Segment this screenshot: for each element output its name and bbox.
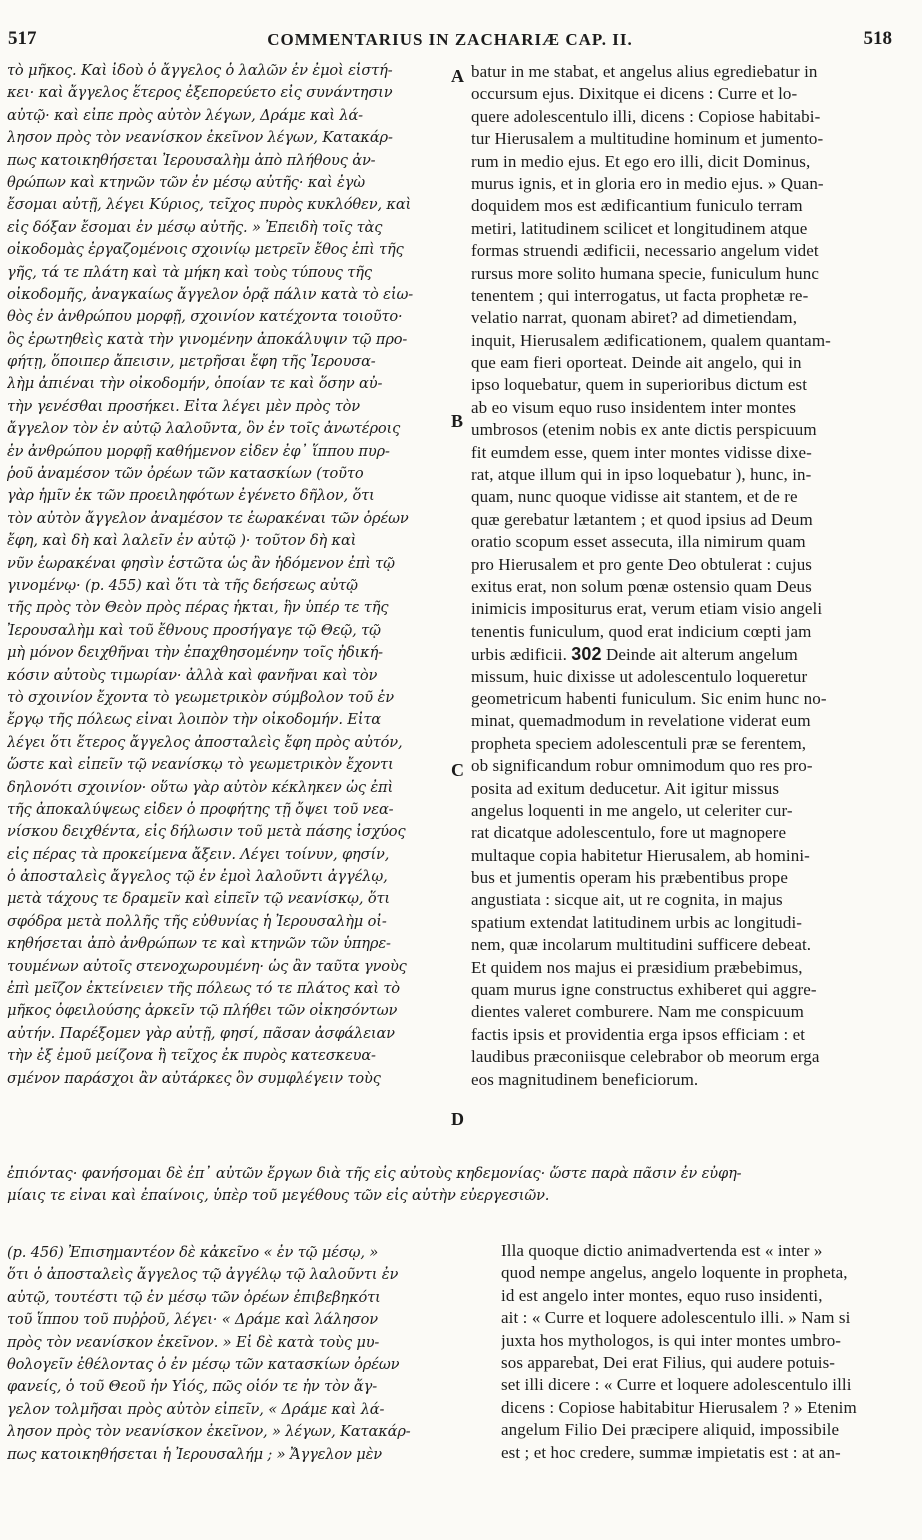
page-number-right: 518: [863, 28, 892, 49]
text-line: spatium extendat latitudinem urbis ac longitudi-: [471, 912, 803, 932]
text-line: ait : « Curre et loquere adolescentulo illi. » Nam si: [501, 1308, 851, 1328]
text-line: φήτῃ, ὅποιπερ ἄπεισιν, μετρῆσαι ἔφη τῆς Ἰερουσα-: [7, 353, 376, 371]
text-line: πως κατοικηθήσεται ἡ Ἰερουσαλήμ ; » Ἄγγελον μὲν: [7, 1445, 383, 1463]
text-line: ὃς ἐρωτηθεὶς κατὰ τὴν γινομένην ἀποκάλυψιν τῷ προ-: [7, 330, 408, 348]
text-line: πως κατοικηθήσεται Ἰερουσαλὴμ ἀπὸ πλήθους ἀν-: [7, 151, 376, 169]
text-line: angelus loquenti in me angelo, ut celeriter cur-: [471, 800, 793, 820]
text-line: ἐπὶ μεῖζον ἐκτείνειεν τῆς πόλεως τό τε πλάτος καὶ τὸ: [7, 980, 400, 998]
text-line: αὐτῷ· καὶ εἶπε πρὸς αὐτὸν λέγων, Δράμε καὶ λά-: [7, 106, 363, 124]
text-line: μετὰ τάχους τε δραμεῖν καὶ εἰπεῖν τῷ νεανίσκῳ, ὅτι: [7, 890, 390, 908]
text-line: λησον πρὸς τὸν νεανίσκον ἐκεῖνον λέγων, Κατακάρ-: [7, 129, 393, 147]
text-line: ὥστε καὶ εἰπεῖν τῷ νεανίσκῳ τὸ γεωμετρικὸν ἔχοντι: [7, 756, 394, 774]
text-line: κηθήσεται ἀπὸ ἀνθρώπων τε καὶ κτηνῶν τῶν ὑπηρε-: [7, 935, 391, 953]
text-line: ἐν ἀνθρώπου μορφῇ καθήμενον εἶδεν ἐφ᾽ ἵππου πυρ-: [7, 442, 390, 460]
text-line: ἐπιόντας· φανήσομαι δὲ ἐπ᾽ αὐτῶν ἔργων διὰ τῆς εἰς αὐτοὺς κηδεμονίας· ὥστε παρὰ πᾶσιν ἐν εὐφη-: [7, 1165, 742, 1182]
text-line: μὴ μόνον δειχθῆναι τὴν ἐπαχθησομένην τοῖς ἠδική-: [7, 644, 383, 662]
text-line: occursum ejus. Dixitque ei dicens : Curre et lo-: [471, 84, 798, 104]
text-line: μῆκος ὀφειλούσης ἀρκεῖν τῷ πλήθει τῶν οἰκησόντων: [7, 1002, 398, 1020]
text-line: juxta hos mythologos, is qui inter montes umbro-: [501, 1330, 842, 1350]
text-line: εἰς πέρας τὰ προκείμενα ἄξειν. Λέγει τοίνυν, φησίν,: [7, 845, 390, 863]
text-line: γὰρ ἡμῖν ἐκ τῶν προειληφότων ἐγένετο δῆλον, ὅτι: [7, 487, 375, 505]
text-line: σφόδρα μετὰ πολλῆς τῆς εὐθυνίας ἡ Ἰερουσαλὴμ οἰ-: [7, 912, 387, 930]
text-line: bus et jumentis operam his præbentibus prope: [471, 868, 788, 888]
text-line: exitus erat, non solum pœnæ ostensio quam Deus: [471, 576, 812, 596]
text-line: αὐτῷ, τουτέστι τῷ ἐν μέσῳ τῶν ὀρέων ἐπιβεβηκότι: [7, 1288, 381, 1306]
text-line: Illa quoque dictio animadvertenda est « inter »: [501, 1241, 823, 1260]
text-line: formas struendi ædificii, necessario angelum videt: [471, 241, 819, 261]
text-line: τὴν γενέσθαι προσήκει. Εἶτα λέγει μὲν πρὸς τὸν: [7, 397, 360, 415]
text-line: τὸ μῆκος. Καὶ ἰδοὺ ὁ ἄγγελος ὁ λαλῶν ἐν ἐμοὶ εἱστή-: [7, 62, 393, 79]
text-line: eos magnitudinem beneficiorum.: [471, 1069, 699, 1089]
text-line: κόσιν αὐτοὺς τιμωρίαν· ἀλλὰ καὶ φανῆναι καὶ τὸν: [7, 666, 378, 684]
text-line: ῥοῦ ἀναμέσον τῶν ὀρέων τῶν κατασκίων (τοῦτο: [7, 465, 364, 483]
text-line: τῆς πρὸς τὸν Θεὸν πρὸς πέρας ἧκται, ἣν ὑπέρ τε τῆς: [7, 599, 389, 617]
text-line: metiri, latitudinem scilicet et longitudinem atque: [471, 218, 808, 238]
text-line: θολογεῖν ἐθέλοντας ὁ ἐν μέσῳ τῶν κατασκίων ὀρέων: [7, 1355, 400, 1373]
text-line: λησον πρὸς τὸν νεανίσκον ἐκεῖνον, » λέγων, Κατακάρ-: [7, 1423, 411, 1441]
text-line: δηλονότι σχοινίον· οὕτω γὰρ αὐτὸν κέκληκεν ὡς ἐπὶ: [7, 778, 394, 796]
text-line: νῦν ἑωρακέναι φησὶν ἑστῶτα ὡς ἂν ἡδόμενον ἐπὶ τῷ: [7, 554, 395, 572]
text-line: angustiata : sicque ait, ut re cognita, in majus: [471, 890, 783, 910]
text-line: tenentis funiculum, quod erat indicium cœpti jam: [471, 621, 812, 641]
text-line: τοῦ ἵππου τοῦ πυῤῥοῦ, λέγει· « Δράμε καὶ λάλησον: [7, 1311, 378, 1329]
text-line: tur Hierusalem a multitudine hominum et jumento-: [471, 129, 824, 149]
margin-marker-d: D: [451, 1109, 464, 1129]
latin-column-bottom: [501, 1241, 891, 1465]
text-line: propheta speciem adolescentuli præ se ferentem,: [471, 733, 807, 753]
text-line: geometricum habenti funiculum. Sic enim hunc no-: [471, 688, 827, 708]
latin-column-top: [471, 62, 891, 1092]
margin-marker-b: B: [451, 411, 464, 431]
text-line: τὸν αὐτὸν ἄγγελον ἀναμέσον τε ἑωρακέναι τῶν ὀρέων: [7, 509, 409, 527]
section-number: 302: [571, 644, 602, 665]
text-line: τουμένων αὐτοῖς στενοχωρουμένη· ὡς ἂν ταῦτα γνοὺς: [7, 957, 407, 975]
text-line: rat dicatque adolescentulo, fore ut magnopere: [471, 823, 787, 843]
text-line: φανείς, ὁ τοῦ Θεοῦ ἦν Υἱός, πῶς οἷόν τε ἦν τὸν ἄγ-: [7, 1378, 377, 1396]
text-line: λέγει ὅτι ἕτερος ἄγγελος ἀποσταλεὶς ἔφη πρὸς αὐτόν,: [7, 733, 403, 751]
text-line: λὴμ ἀπιέναι τὴν οἰκοδομήν, ὁποίαν τε καὶ ὅσην αὐ-: [7, 375, 383, 393]
text-line: inquit, Hierusalem ædificationem, qualem quantam-: [471, 330, 831, 350]
text-line: quæ gerebatur lætantem ; et quod ipsius ad Deum: [471, 509, 813, 529]
text-line: ὁ ἀποσταλεὶς ἄγγελος τῷ ἐν ἐμοὶ λαλοῦντι ἀγγέλῳ,: [7, 868, 388, 886]
text-line: γινομένῳ· (p. 455) καὶ ὅτι τὰ τῆς δεήσεως αὐτῷ: [7, 576, 358, 594]
text-line: est ; et hoc credere, summæ impietatis est : at an-: [501, 1442, 841, 1462]
text-line: rum in medio ejus. Et ego ero illi, dicit Dominus,: [471, 151, 811, 171]
text-line: ab eo visum equo ruso insidentem inter montes: [471, 397, 797, 417]
text-line: posita ad exitum deducetur. Ait igitur missus: [471, 778, 780, 798]
text-line: τῆς ἀποκαλύψεως εἶδεν ὁ προφήτης τῇ ὄψει τοῦ νεα-: [7, 800, 394, 818]
margin-marker-c: C: [451, 760, 464, 780]
text-line: ἔφη, καὶ δὴ καὶ λαλεῖν ἐν αὐτῷ )· τοῦτον δὴ καὶ: [7, 532, 357, 550]
text-line: μίαις τε εἶναι καὶ ἐπαίνοις, ὑπὲρ τοῦ μεγέθους τῶν εἰς αὐτὴν εὐεργεσιῶν.: [7, 1187, 550, 1205]
text-line: εἰς δόξαν ἔσομαι ἐν μέσῳ αὐτῆς. » Ἐπειδὴ τοῖς τὰς: [7, 218, 383, 236]
text-line: set illi dicere : « Curre et loquere adolescentulo illi: [501, 1375, 852, 1395]
text-line: ipso loquebatur, quem in superioribus dictum est: [471, 375, 808, 395]
text-line: factis ipsis et providentia erga ipsos efficiam : et: [471, 1024, 806, 1044]
text-line: quere adolescentulo illi, dicens : Copiose habitabi-: [471, 106, 821, 126]
text-line: νίσκου δειχθέντα, εἰς δήλωσιν τοῦ μετὰ πάσης ἰσχύος: [7, 823, 406, 841]
text-line: quam murus igne constructus exhiberet qui aggre-: [471, 980, 817, 1000]
text-line: θὸς ἐν ἀνθρώπου μορφῇ, σχοινίον κατέχοντα τοιοῦτο·: [7, 308, 403, 326]
text-line: ἄγγελον τὸν ἐν αὐτῷ λαλοῦντα, ὃν ἐν τοῖς ἀνωτέροις: [7, 420, 401, 438]
text-line: angelum Filio Dei præcipere aliquid, impossibile: [501, 1420, 840, 1440]
text-line: umbrosos (etenim nobis ex ante dictis perspicuum: [471, 420, 817, 440]
text-line: id est angelo inter montes, equo ruso insidenti,: [501, 1285, 823, 1305]
text-line: missum, huic dixisse ut adolescentulo loqueretur: [471, 666, 808, 686]
text-line: inimicis impositurus erat, verum etiam visio angeli: [471, 599, 823, 619]
text-line: ἔσομαι αὐτῇ, λέγει Κύριος, τεῖχος πυρὸς κυκλόθεν, καὶ: [7, 196, 412, 214]
text-line: velatio narrat, quonam abiret? ad dimetiendam,: [471, 308, 798, 328]
text-line: ob significandum robur omnimodum quo res pro-: [471, 756, 813, 776]
text-line: quam, nunc quoque vidisse ait stantem, et de re: [471, 487, 798, 507]
text-line: fit eumdem esse, quem inter montes vidisse dixe-: [471, 442, 812, 462]
text-line: θρώπων καὶ κτηνῶν τῶν ἐν μέσῳ αὐτῆς· καὶ ἐγὼ: [7, 173, 366, 191]
text-line: (p. 456) Ἐπισημαντέον δὲ κἀκεῖνο « ἐν τῷ μέσῳ, »: [7, 1244, 379, 1261]
text-line: γῆς, τά τε πλάτη καὶ τὰ μήκη καὶ τοὺς τύπους τῆς: [7, 263, 372, 281]
text-line: batur in me stabat, et angelus alius egrediebatur in: [471, 62, 818, 81]
text-line: sos apparebat, Dei erat Filius, qui audere potuis-: [501, 1352, 836, 1372]
page-number-left: 517: [8, 28, 37, 49]
text-line: ὅτι ὁ ἀποσταλεὶς ἄγγελος τῷ ἀγγέλῳ τῷ λαλοῦντι ἐν: [7, 1266, 399, 1284]
greek-full-width-text: [7, 1165, 887, 1210]
text-line: doquidem mos est ædificantium funiculo terram: [471, 196, 803, 216]
text-line: pro Hierusalem et pro gente Deo obtulerat : cujus: [471, 554, 813, 574]
text-line: τὴν ἐξ ἐμοῦ μείζονα ἢ τεῖχος ἐκ πυρὸς κατεσκευα-: [7, 1047, 376, 1065]
text-line: urbis ædificii. 302 Deinde ait alterum angelum: [471, 644, 798, 665]
text-line: nem, quæ incolarum multitudini sufficere debeat.: [471, 935, 812, 955]
text-line: minat, quemadmodum in revelatione viderat eum: [471, 711, 811, 731]
text-line: τὸ σχοινίον ἔχοντα τὸ γεωμετρικὸν σύμβολον τοῦ ἐν: [7, 688, 394, 706]
text-line: ἔργῳ τῆς πόλεως εἶναι λοιπὸν τὴν οἰκοδομήν. Εἶτα: [7, 711, 382, 729]
text-line: quod nempe angelus, angelo loquente in propheta,: [501, 1263, 848, 1283]
text-line: dicens : Copiose habitabitur Hierusalem ? » Etenim: [501, 1397, 857, 1417]
text-line: rat, atque illum qui in ipso loquebatur ), hunc, in-: [471, 465, 812, 485]
text-line: multaque copia habitetur Hierusalem, ab homini-: [471, 845, 810, 865]
greek-column-bottom: [7, 1244, 445, 1468]
text-line: oratio scopum esset assecuta, illa nimirum quam: [471, 532, 806, 552]
margin-marker-a: A: [451, 66, 464, 86]
text-line: murus ignis, et in gloria ero in medio ejus. » Quan-: [471, 173, 824, 193]
text-line: Et quidem nos majus ei præsidium præbebimus,: [471, 957, 803, 977]
text-line: Ἰερουσαλὴμ καὶ τοῦ ἔθνους προσήγαγε τῷ Θεῷ, τῷ: [7, 621, 381, 639]
text-line: οἰκοδομὰς ἐργαζομένοις σχοινίῳ μετρεῖν ἔθος ἐπὶ τῆς: [7, 241, 404, 259]
text-line: rursus more solito humana specie, funiculum hunc: [471, 263, 820, 283]
text-line: πρὸς τὸν νεανίσκον ἐκεῖνον. » Εἰ δὲ κατὰ τοὺς μυ-: [7, 1333, 380, 1351]
text-line: γελον τολμῆσαι πρὸς αὐτὸν εἰπεῖν, « Δράμε καὶ λά-: [7, 1400, 385, 1418]
text-line: laudibus præconiisque celebrabor ob meorum erga: [471, 1047, 820, 1067]
greek-column-top: [7, 62, 445, 1092]
text-line: σμένον παράσχοι ἂν αὐτάρκες ὃν συμφλέγειν τοὺς: [7, 1069, 381, 1087]
text-line: que eam fieri oporteat. Deinde ait angelo, qui in: [471, 353, 802, 373]
running-header: [8, 28, 892, 58]
running-title: COMMENTARIUS IN ZACHARIÆ CAP. II.: [267, 30, 633, 49]
text-line: κει· καὶ ἄγγελος ἕτερος ἐξεπορεύετο εἰς συνάντησιν: [7, 84, 393, 102]
text-line: αὐτήν. Παρέξομεν γὰρ αὐτῇ, φησί, πᾶσαν ἀσφάλειαν: [7, 1024, 395, 1042]
text-line: tenentem ; qui interrogatus, ut facta prophetæ re-: [471, 285, 809, 305]
text-line: οἰκοδομῆς, ἀναγκαίως ἄγγελον ὁρᾷ πάλιν κατὰ τὸ εἰω-: [7, 285, 413, 303]
text-line: dientes valeret comburere. Nam me conspicuum: [471, 1002, 804, 1022]
